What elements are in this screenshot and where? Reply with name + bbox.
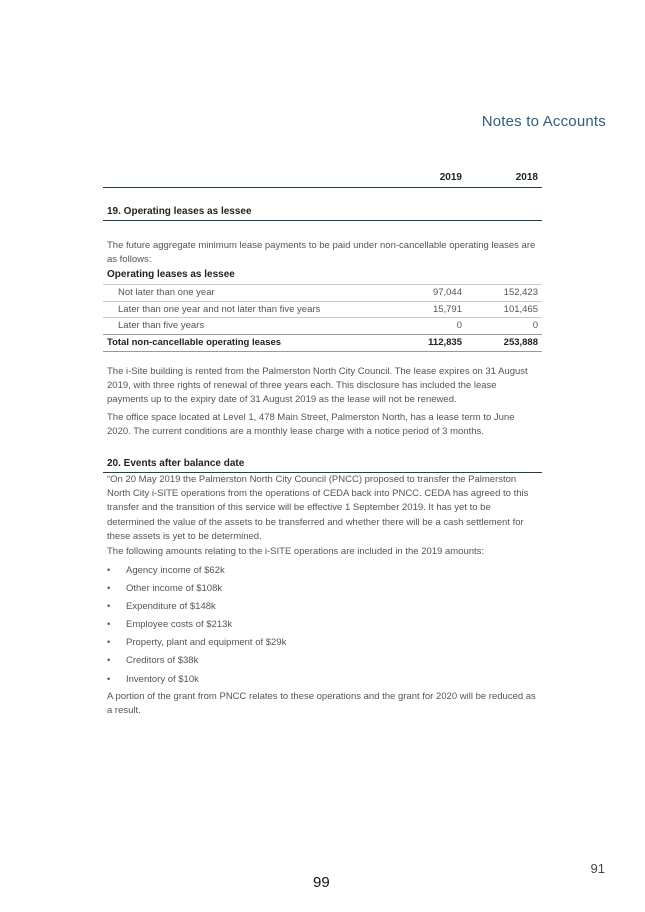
bullet-icon: • — [107, 673, 111, 685]
lease-table — [103, 284, 542, 352]
list-item-text: Agency income of $62k — [126, 565, 225, 576]
row-label: Not later than one year — [118, 287, 215, 298]
table-row — [103, 301, 542, 318]
list-item-text: Property, plant and equipment of $29k — [126, 637, 287, 649]
year-column-header — [103, 170, 542, 188]
list-item-text: Employee costs of $213k — [126, 619, 233, 631]
column-2018-label: 2018 — [515, 172, 538, 183]
table-row — [103, 317, 542, 334]
section-19-heading — [103, 205, 542, 221]
bullet-icon: • — [107, 583, 111, 595]
row-value-2018: 0 — [532, 320, 538, 331]
section-20-paragraph-2: The following amounts relating to the i-SITE operations are included in the 2019 amounts: — [107, 546, 485, 557]
bullet-icon: • — [107, 637, 111, 649]
list-item — [107, 618, 527, 636]
table-row — [103, 284, 542, 301]
row-value-2019: 15,791 — [432, 303, 462, 315]
row-value-2018: 101,465 — [503, 303, 538, 315]
section-19-note-isite: The i-Site building is rented from the Palmerston North City Council. The lease expires on 31 August 2019, with three rights of renewal of three years each. This disclosure has included the lease payments up to the expiry date of 31 August 2019 as the lease will not be renewed. — [107, 366, 528, 406]
lease-table-subheading: Operating leases as lessee — [107, 269, 235, 280]
total-label: Total non-cancellable operating leases — [107, 336, 282, 348]
section-20-paragraph-1: “On 20 May 2019 the Palmerston North City Council (PNCC) proposed to transfer the Palmerston North City i-SITE operations from the operations of CEDA back into PNCC. CEDA has agreed to this transfer and the transition of this service will be effective 1 September 2019. It has yet to be determined the value of the assets to be transferred and whether there will be a cash settlement for these assets is yet to be determined. — [107, 474, 529, 542]
list-item — [107, 636, 527, 654]
list-item — [107, 673, 527, 691]
list-item-text: Inventory of $10k — [126, 673, 199, 685]
total-value-2019: 112,835 — [428, 336, 462, 348]
section-19-intro: The future aggregate minimum lease payments to be paid under non-cancellable operating leases are as follows: — [107, 240, 536, 266]
section-20-title: 20. Events after balance date — [107, 458, 245, 469]
isite-amounts-list — [107, 564, 527, 691]
list-item — [107, 582, 527, 600]
list-item — [107, 654, 527, 672]
page-number-center: 99 — [313, 874, 330, 891]
row-value-2019: 0 — [456, 320, 462, 331]
section-20-paragraph-3: A portion of the grant from PNCC relates to these operations and the grant for 2020 will be reduced as a result. — [107, 691, 536, 717]
list-item — [107, 600, 527, 618]
section-20-heading — [103, 457, 542, 473]
page-title: Notes to Accounts — [481, 113, 606, 130]
bullet-icon: • — [107, 655, 111, 667]
bullet-icon: • — [107, 565, 111, 576]
table-total-row — [103, 334, 542, 352]
column-2019-label: 2019 — [439, 172, 462, 183]
bullet-icon: • — [107, 619, 111, 631]
row-label: Later than five years — [118, 320, 205, 331]
bullet-icon: • — [107, 601, 111, 613]
section-19-title: 19. Operating leases as lessee — [107, 206, 252, 217]
list-item-text: Expenditure of $148k — [126, 601, 216, 613]
row-value-2019: 97,044 — [432, 287, 462, 298]
page-number-right: 91 — [590, 861, 605, 876]
list-item — [107, 564, 527, 582]
list-item-text: Other income of $108k — [126, 583, 223, 595]
row-label: Later than one year and not later than five years — [118, 303, 321, 315]
list-item-text: Creditors of $38k — [126, 655, 199, 667]
row-value-2018: 152,423 — [503, 287, 538, 298]
total-value-2018: 253,888 — [503, 336, 538, 348]
section-19-note-office: The office space located at Level 1, 478 Main Street, Palmerston North, has a lease term to June 2020. The current conditions are a monthly lease charge with a notice period of 3 months. — [107, 412, 515, 438]
